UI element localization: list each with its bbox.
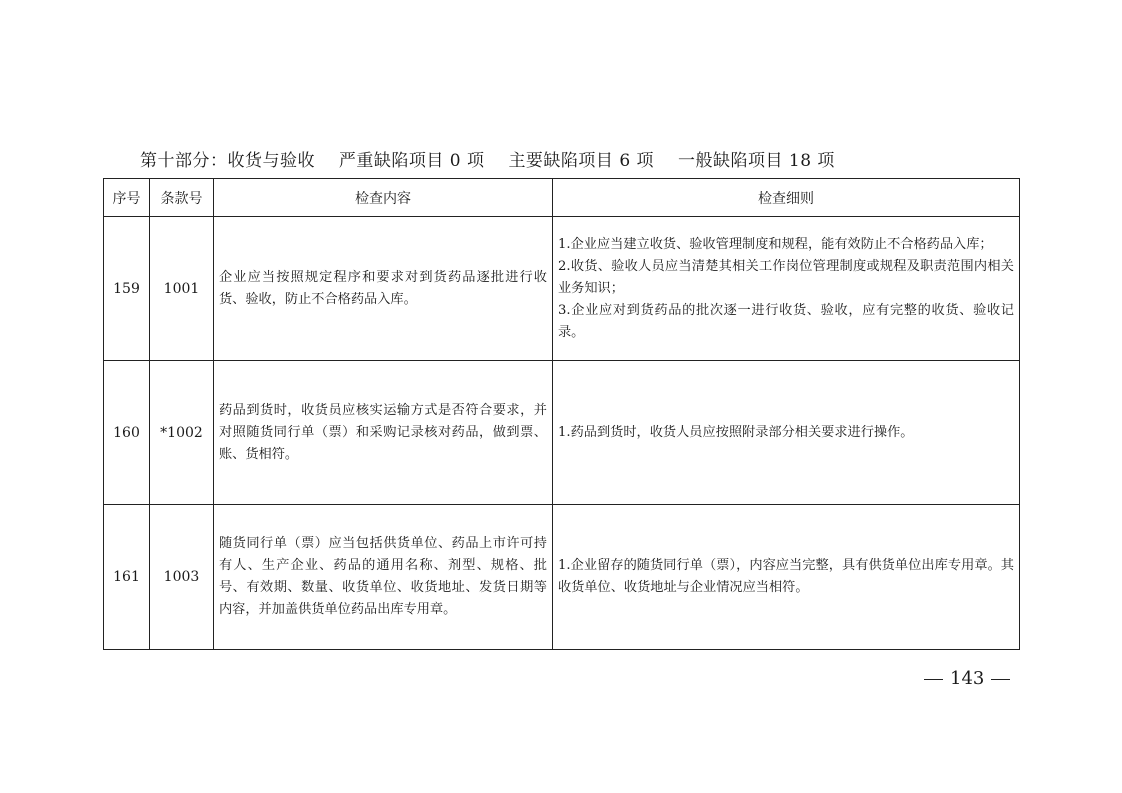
row-content: 企业应当按照规定程序和要求对到货药品逐批进行收货、验收，防止不合格药品入库。 — [214, 217, 553, 361]
row-seq: 159 — [104, 217, 150, 361]
detail-item: 1.企业应当建立收货、验收管理制度和规程，能有效防止不合格药品入库； — [558, 236, 993, 252]
table-row — [104, 217, 1020, 361]
header-content: 检查内容 — [214, 179, 553, 217]
detail-item: 2.收货、验收人员应当清楚其相关工作岗位管理制度或规程及职责范围内相关业务知识； — [558, 258, 1014, 296]
row-content: 随货同行单（票）应当包括供货单位、药品上市许可持有人、生产企业、药品的通用名称、剂型、规格、批号、有效期、数量、收货单位、收货地址、发货日期等内容，并加盖供货单位药品出库专用章。 — [214, 505, 553, 650]
general-defect-count: 一般缺陷项目 18 项 — [677, 151, 835, 171]
dash-left — [924, 679, 943, 680]
inspection-table — [103, 178, 1020, 650]
detail-item: 3.企业应对到货药品的批次逐一进行收货、验收，应有完整的收货、验收记录。 — [558, 302, 1014, 340]
detail-item: 1.企业留存的随货同行单（票），内容应当完整，具有供货单位出库专用章。其收货单位、收货地址与企业情况应当相符。 — [558, 558, 1014, 595]
header-seq: 序号 — [104, 179, 150, 217]
row-clause: *1002 — [150, 361, 214, 505]
row-content: 药品到货时，收货员应核实运输方式是否符合要求，并对照随货同行单（票）和采购记录核对药品，做到票、账、货相符。 — [214, 361, 553, 505]
page-number — [917, 668, 1017, 689]
section-title — [140, 146, 835, 171]
section-part: 第十部分：收货与验收 — [140, 151, 315, 171]
table-row — [104, 505, 1020, 650]
row-details — [553, 505, 1020, 650]
serious-defect-count: 严重缺陷项目 0 项 — [338, 151, 485, 171]
major-defect-count: 主要缺陷项目 6 项 — [508, 151, 655, 171]
page-number-value: 143 — [950, 668, 985, 689]
header-clause: 条款号 — [150, 179, 214, 217]
row-clause: 1001 — [150, 217, 214, 361]
table-row — [104, 361, 1020, 505]
row-details — [553, 361, 1020, 505]
row-details — [553, 217, 1020, 361]
row-seq: 161 — [104, 505, 150, 650]
detail-item: 1.药品到货时，收货人员应按照附录部分相关要求进行操作。 — [558, 424, 914, 440]
row-clause: 1003 — [150, 505, 214, 650]
table-header-row — [104, 179, 1020, 217]
dash-right — [991, 679, 1010, 680]
header-details: 检查细则 — [553, 179, 1020, 217]
row-seq: 160 — [104, 361, 150, 505]
